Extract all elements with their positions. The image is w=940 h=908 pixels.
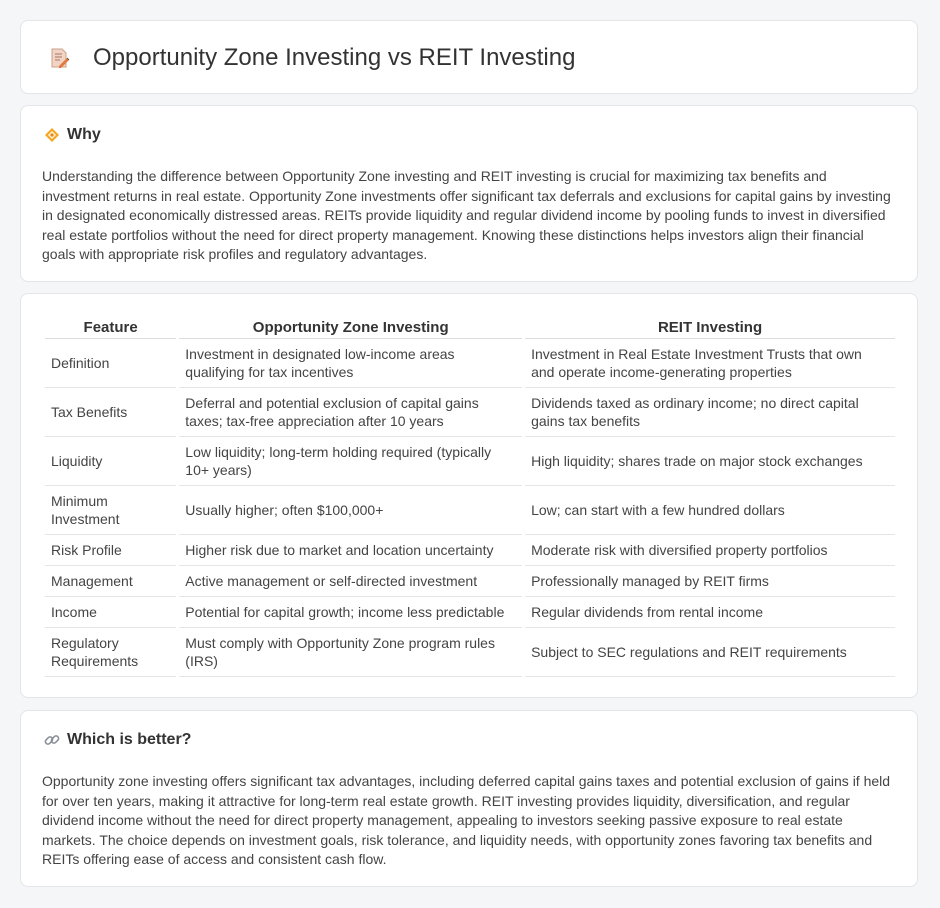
reit-cell: Investment in Real Estate Investment Trusts that own and operate income-generating properties (525, 339, 895, 388)
better-text: Opportunity zone investing offers significant tax advantages, including deferred capital gains taxes and potential exclusion of gains if held for over ten years, making it attractive for long-term real estate growth. REIT investing provides liquidity, diversification, and regular dividend income without the need for direct property management, appealing to investors seeking passive exposure to real estate markets. The choice depends on investment goals, risk tolerance, and liquidity needs, with opportunity zones favoring tax benefits and REITs offering ease of access and consistent cash flow. (42, 773, 891, 867)
header-card (20, 20, 918, 94)
header-reit: REIT Investing (525, 316, 895, 339)
feature-cell: Minimum Investment (45, 486, 176, 535)
which-is-better-section (20, 710, 918, 887)
table-row (45, 535, 895, 566)
oz-cell: Investment in designated low-income areas qualifying for tax incentives (179, 339, 522, 388)
table-row (45, 388, 895, 437)
reit-cell: Dividends taxed as ordinary income; no direct capital gains tax benefits (525, 388, 895, 437)
feature-cell: Management (45, 566, 176, 597)
diamond-icon (43, 126, 61, 144)
comparison-table (42, 316, 898, 677)
feature-cell: Risk Profile (45, 535, 176, 566)
oz-cell: Deferral and potential exclusion of capital gains taxes; tax-free appreciation after 10 years (179, 388, 522, 437)
page-title: Opportunity Zone Investing vs REIT Investing (93, 44, 576, 71)
reit-cell: Subject to SEC regulations and REIT requirements (525, 628, 895, 677)
oz-cell: Usually higher; often $100,000+ (179, 486, 522, 535)
better-heading: Which is better? (67, 731, 192, 748)
table-row (45, 597, 895, 628)
why-section (20, 105, 918, 282)
link-icon (43, 731, 61, 749)
oz-cell: Higher risk due to market and location uncertainty (179, 535, 522, 566)
comparison-table-card (20, 293, 918, 698)
reit-cell: Regular dividends from rental income (525, 597, 895, 628)
table-row (45, 339, 895, 388)
oz-cell: Potential for capital growth; income less predictable (179, 597, 522, 628)
why-text: Understanding the difference between Opportunity Zone investing and REIT investing is crucial for maximizing tax benefits and investment returns in real estate. Opportunity Zone investments offer significant tax deferrals and exclusions for capital gains by investing in designated economically distressed areas. REITs provide liquidity and regular dividend income by pooling funds to invest in diversified real estate portfolios without the need for direct property management. Knowing these distinctions helps investors align their financial goals with appropriate risk profiles and regulatory advantages. (42, 168, 891, 262)
table-header-row (45, 316, 895, 339)
feature-cell: Definition (45, 339, 176, 388)
oz-cell: Must comply with Opportunity Zone program rules (IRS) (179, 628, 522, 677)
document-pencil-icon (47, 46, 71, 70)
reit-cell: High liquidity; shares trade on major stock exchanges (525, 437, 895, 486)
table-row (45, 566, 895, 597)
table-row (45, 628, 895, 677)
reit-cell: Low; can start with a few hundred dollars (525, 486, 895, 535)
table-row (45, 437, 895, 486)
table-row (45, 486, 895, 535)
feature-cell: Liquidity (45, 437, 176, 486)
reit-cell: Moderate risk with diversified property portfolios (525, 535, 895, 566)
header-feature: Feature (45, 316, 176, 339)
header-opportunity-zone: Opportunity Zone Investing (179, 316, 522, 339)
oz-cell: Low liquidity; long-term holding required (typically 10+ years) (179, 437, 522, 486)
oz-cell: Active management or self-directed investment (179, 566, 522, 597)
reit-cell: Professionally managed by REIT firms (525, 566, 895, 597)
feature-cell: Income (45, 597, 176, 628)
why-heading: Why (67, 126, 101, 143)
feature-cell: Regulatory Requirements (45, 628, 176, 677)
feature-cell: Tax Benefits (45, 388, 176, 437)
